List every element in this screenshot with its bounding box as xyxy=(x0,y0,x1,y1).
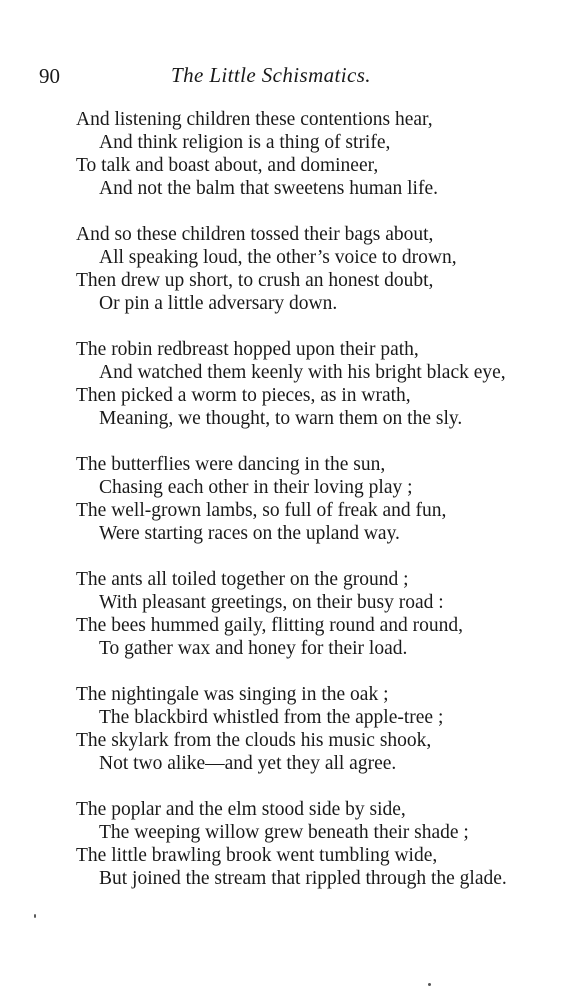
poem-line: The butterflies were dancing in the sun, xyxy=(76,454,386,475)
poem-line: The weeping willow grew beneath their shade ; xyxy=(99,822,469,843)
running-title: The Little Schismatics. xyxy=(171,63,371,87)
poem-line: And think religion is a thing of strife, xyxy=(99,132,391,153)
stanza xyxy=(0,568,572,683)
stanza xyxy=(0,453,572,568)
poem-line: Or pin a little adversary down. xyxy=(99,293,338,314)
poem-line: And not the balm that sweetens human life. xyxy=(99,178,439,199)
stanza xyxy=(0,108,572,223)
poem-line: All speaking loud, the other’s voice to drown, xyxy=(99,247,457,268)
poem-body xyxy=(0,108,572,913)
ink-speck xyxy=(428,983,431,986)
stanza xyxy=(0,338,572,453)
poem-line: Chasing each other in their loving play ; xyxy=(99,477,413,498)
poem-line: To gather wax and honey for their load. xyxy=(99,638,408,659)
poem-line: Not two alike—and yet they all agree. xyxy=(99,753,397,774)
poem-line: Meaning, we thought, to warn them on the sly. xyxy=(99,408,463,429)
poem-line: Then drew up short, to crush an honest doubt, xyxy=(76,270,434,291)
poem-line: To talk and boast about, and domineer, xyxy=(76,155,379,176)
poem-line: The bees hummed gaily, flitting round and round, xyxy=(76,615,464,636)
ink-speck xyxy=(34,914,36,918)
poem-line: And so these children tossed their bags about, xyxy=(76,224,434,245)
poem-line: The robin redbreast hopped upon their path, xyxy=(76,339,419,360)
poem-line: Were starting races on the upland way. xyxy=(99,523,400,544)
poem-line: And listening children these contentions hear, xyxy=(76,109,433,130)
poem-line: Then picked a worm to pieces, as in wrath, xyxy=(76,385,411,406)
page-number: 90 xyxy=(39,64,60,88)
poem-line: The little brawling brook went tumbling wide, xyxy=(76,845,438,866)
stanza xyxy=(0,223,572,338)
poem-line: The blackbird whistled from the apple-tree ; xyxy=(99,707,444,728)
stanza xyxy=(0,798,572,913)
poem-line: With pleasant greetings, on their busy road : xyxy=(99,592,444,613)
poem-line: But joined the stream that rippled through the glade. xyxy=(99,868,507,889)
poem-line: The poplar and the elm stood side by side, xyxy=(76,799,406,820)
poem-line: The nightingale was singing in the oak ; xyxy=(76,684,389,705)
stanza xyxy=(0,683,572,798)
poem-line: The skylark from the clouds his music shook, xyxy=(76,730,432,751)
poem-line: The ants all toiled together on the ground ; xyxy=(76,569,409,590)
poem-line: The well-grown lambs, so full of freak and fun, xyxy=(76,500,447,521)
poem-line: And watched them keenly with his bright black eye, xyxy=(99,362,506,383)
